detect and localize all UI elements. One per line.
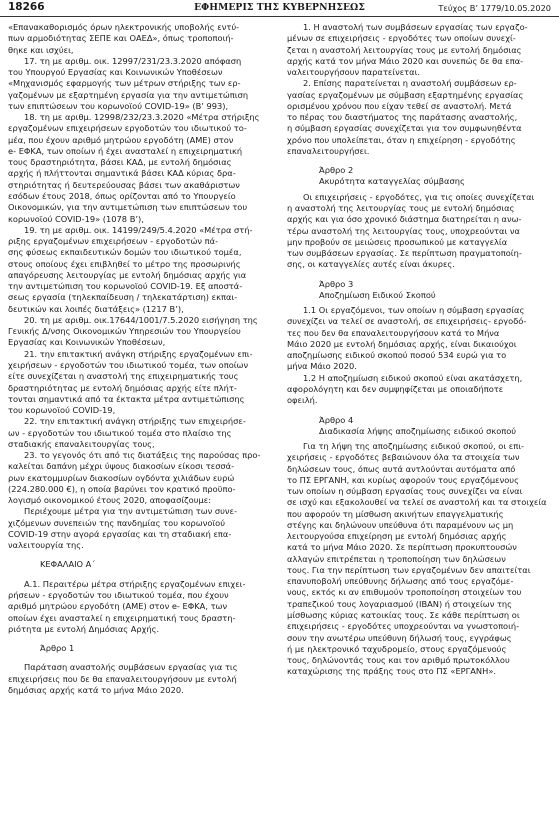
text-line: μέα, που έχουν αριθμό μητρώου εργοδότη (ΑΜΕ) στον	[8, 134, 234, 145]
text-line: δηλώσεων τους, όπως αυτά αντλούνται αυτόματα από	[287, 463, 516, 474]
text-line: στηριότητας ή δευτερεύουσας βάσει των ακαθάριστων	[8, 179, 240, 190]
text-line: του κορωνοϊού COVID-19,	[8, 405, 116, 416]
text-line: την αντιμετώπιση του κορωνοϊού COVID-19. Εξ αποστά-	[8, 281, 243, 292]
gazette-title: ΕΦΗΜΕΡΙΣ ΤΗΣ ΚΥΒΕΡΝΗΣΕΩΣ	[194, 2, 365, 13]
text-line: καλείται δαπάνη μέχρι ύψους διακοσίων είκοσι τεσσά-	[8, 461, 235, 472]
text-line: Οικονομικών, για την αντιμετώπιση των επιπτώσεων του	[8, 202, 248, 213]
text-line: θηκε και ισχύει,	[8, 44, 74, 55]
text-line: τους, δηλώνοντάς τους και τον αριθμό πρωτοκόλλου	[287, 655, 510, 666]
text-line: χρόνο που υπολείπεται, όταν η επιχείρηση - εργοδότης	[287, 134, 516, 145]
text-line: μένων σε επιχειρήσεις - εργοδότες των οποίων συνεχί-	[287, 33, 516, 44]
text-line: οποίων έχει ανασταλεί η επιχειρηματική τους δραστη-	[8, 612, 236, 623]
text-line: πων αρμοδιότητας ΣΕΠΕ και ΟΑΕΔ», όπως τροποποιή-	[8, 33, 234, 44]
text-line: ρήσεων - εργοδοτών του ιδιωτικού τομέα, που έχουν	[8, 590, 229, 601]
text-line: εσόδων έτους 2018, όπως ορίζονται από το Υπουργείο	[8, 190, 236, 201]
text-line: σε ισχύ και εξακολουθεί να τελεί σε αναστολή και τα στοιχεία	[287, 497, 547, 508]
text-line: e- ΕΦΚΑ, των οποίων ή έχει ανασταλεί η επιχειρηματική	[8, 145, 243, 156]
text-line: δραστηριότητας με εντολή δημόσιας αρχής είτε πλήτ-	[8, 382, 237, 393]
text-line: συνεχίζει να τελεί σε αναστολή, σε επιχειρήσεις- εργοδό-	[287, 316, 527, 327]
text-line: αφορολόγητη και δεν συμψηφίζεται με οποιαδήποτε	[287, 383, 504, 394]
text-line: 19. τη με αριθμ. οικ. 14199/249/5.4.2020 «Μέτρα στή-	[24, 224, 253, 235]
text-line: που αφορούν τη μίσθωση ακινήτων επαγγελματικής	[287, 508, 504, 519]
text-line: ρων εκατομμυρίων διακοσίων ογδόντα χιλιάδων ευρώ	[8, 472, 235, 483]
text-line: κατά το μήνα Μάιο 2020. Σε περίπτωση προκυπτουσών	[287, 542, 517, 553]
text-line: «Μηχανισμός εφαρμογής των μέτρων στήριξης των ερ-	[8, 78, 241, 89]
text-line: επανυποβολή υπεύθυνης δήλωσης από τους εργαζόμε-	[287, 576, 514, 587]
text-line: αριθμό μητρώου εργοδότη (ΑΜΕ) στον e- ΕΦΚΑ, των	[8, 601, 228, 612]
text-line: ριξης εργαζομένων επιχειρήσεων - εργοδοτών πά-	[8, 236, 219, 247]
text-line: αρχής κατά τον μήνα Μάιο 2020 και συνεπώς δε θα επα-	[287, 55, 524, 66]
text-line: 1.1 Οι εργαζόμενοι, των οποίων η σύμβαση εργασίας	[303, 305, 525, 316]
text-line: σουν την ανωτέρω υπεύθυνη δήλωσή τους, εγγράφως	[287, 632, 512, 643]
text-line: 17. τη με αριθμ. οικ. 12997/231/23.3.2020 απόφαση	[24, 55, 242, 66]
text-line: είτε συνεχίζεται η αναστολή της επιχειρηματικής τους	[8, 371, 239, 382]
text-line: COVID-19 στην αγορά εργασίας και τη σταδιακή επα-	[8, 528, 232, 539]
text-line: 1. Η αναστολή των συμβάσεων εργασίας των εργαζο-	[303, 22, 528, 32]
text-line: σης, οι καταγγελίες αυτές είναι άκυρες.	[287, 259, 455, 270]
text-line: 18. τη με αριθμ. 12998/232/23.3.2020 «Μέτρα στήριξης	[24, 112, 260, 123]
text-line: χειρήσεων - εργοδοτών του ιδιωτικού τομέα, των οποίων	[8, 359, 249, 370]
text-line: στους οποίους έχει επιβληθεί το μέτρο της προσωρινής	[8, 258, 241, 269]
text-line: των επιπτώσεων του κορωνοϊού COVID-19» (Β’ 993),	[8, 100, 229, 111]
text-line: 2. Επίσης παρατείνεται η αναστολή συμβάσεων ερ-	[303, 78, 517, 89]
text-line: επαναλειτουργήσει.	[287, 145, 370, 156]
article-subtitle: Διαδικασία λήψης αποζημίωσης ειδικού σκοπού	[319, 425, 517, 436]
text-line: γασίας εργαζομένων με σύμβαση εξαρτημένης εργασίας	[287, 89, 524, 100]
text-line: καταχώρισης της πράξης τους στο ΠΣ «ΕΡΓΑΝΗ».	[287, 666, 496, 677]
text-line: οφειλή.	[287, 395, 318, 406]
text-line: ή με ηλεκτρονικό ταχυδρομείο, στους εργαζόμενούς	[287, 643, 507, 654]
text-line: λογισμό οικονομικού έτους 2020, αποφασίζουμε:	[8, 495, 211, 506]
text-line: εργαζομένων επιχειρήσεων εργοδοτών του ιδιωτικού το-	[8, 123, 247, 134]
text-line: νους, εκτός κι αν επιθυμούν τροποποίηση στοιχείων του	[287, 587, 522, 598]
article-subtitle: Ακυρότητα καταγγελίας σύμβασης	[319, 176, 465, 187]
text-line: Παράταση αναστολής συμβάσεων εργασίας για τις	[24, 662, 238, 673]
text-line: κορωνοϊού COVID-19» (1078 Β’),	[8, 213, 144, 224]
text-line: μίσθωσης κύριας κατοικίας τους. Σε κάθε περίπτωση οι	[287, 610, 520, 621]
text-line: η σύμβαση εργασίας συνεχίζεται για τον συμφωνηθέντα	[287, 123, 522, 134]
text-line: «Επανακαθορισμός όρων ηλεκτρονικής υποβολής εντύ-	[8, 22, 240, 32]
text-line: τους. Για την περίπτωση των εργαζομένων δεν απαιτείται	[287, 564, 531, 575]
text-line: αρχής ή πλήττονται σημαντικά βάσει ΚΑΔ κύριας δρα-	[8, 168, 236, 179]
text-line: γαζομένων με εξαρτημένη εργασία για την αντιμετώπιση	[8, 89, 249, 100]
article-heading: Άρθρο 2	[319, 165, 354, 176]
text-line: δευτικών και λοιπές διατάξεις» (1217 Β’),	[8, 303, 184, 314]
text-line: των συμβάσεων εργασίας. Σε περίπτωση πραγματοποίη-	[287, 248, 522, 259]
article-subtitle: Αποζημίωση Ειδικού Σκοπού	[319, 289, 436, 300]
text-line: αλλαγών επιτρέπεται η τροποποίηση των δηλώσεων	[287, 553, 506, 564]
text-line: επιχειρήσεις που δε θα επαναλειτουργήσουν με εντολή	[8, 673, 237, 684]
text-line: λειτουργούσα επιχείρηση με εντολή δημόσιας αρχής	[287, 531, 507, 542]
left-column	[8, 22, 274, 696]
text-line: (224.280.000 €), η οποία βαρύνει τον κρατικό προϋπο-	[8, 483, 236, 494]
text-line: 22. την επιτακτική ανάγκη στήριξης των επιχειρήσε-	[24, 416, 246, 427]
text-line: τους δραστηριότητα, βάσει ΚΑΔ, με εντολή δημόσιας	[8, 157, 232, 168]
chapter-heading: ΚΕΦΑΛΑΙΟ Α΄	[40, 559, 96, 570]
text-line: στέγης και δηλώνουν υπεύθυνα ότι παραμένουν ως μη	[287, 519, 514, 530]
text-line: απαγόρευσης λειτουργίας με εντολή δημόσιας αρχής για	[8, 269, 247, 280]
text-line: Περιέχουμε μέτρα για την αντιμετώπιση των συνε-	[24, 506, 237, 517]
article-heading: Άρθρο 3	[319, 278, 354, 289]
text-line: Γενικής Δ/νσης Οικονομικών Υπηρεσιών του Υπουργείου	[8, 326, 241, 337]
text-line: 20. τη με αριθμ. οικ.17644/1001/7.5.2020 εισήγηση της	[24, 314, 258, 325]
text-line: χιζόμενων συνεπειών της πανδημίας του κορωνοϊού	[8, 517, 226, 528]
text-line: επιχειρήσεις - εργοδότες υποχρεούνται να γνωστοποιή-	[287, 621, 520, 632]
article-heading: Άρθρο 4	[319, 414, 354, 425]
text-line: Εργασίας και Κοινωνικών Υποθέσεων,	[8, 337, 166, 348]
text-line: το ΠΣ ΕΡΓΑΝΗ, και κυρίως αφορούν τους εργαζόμενους	[287, 474, 519, 485]
text-line: τονται σημαντικά από τα έκτακτα μέτρα αντιμετώπισης	[8, 393, 245, 404]
text-line: σεως εργασία (τηλεκπαίδευση / τηλεκατάρτιση) εκπαι-	[8, 292, 238, 303]
text-line: μην προβούν σε μειώσεις προσωπικού με καταγγελία	[287, 236, 508, 247]
page-number: 18266	[8, 1, 45, 13]
text-line: το πέρας του διαστήματος της παράτασης αναστολής,	[287, 112, 518, 123]
text-line: χειρήσεις - εργοδότες βεβαιώνουν όλα τα στοιχεία των	[287, 452, 520, 463]
text-line: τες που δεν θα επαναλειτουργήσουν κατά το Μήνα	[287, 327, 500, 338]
text-line: τέρω αναστολή της λειτουργίας τους, υποχρεούνται να	[287, 225, 520, 236]
text-line: ορισμένου χρόνου που είχαν τεθεί σε αναστολή. Μετά	[287, 100, 512, 111]
text-line: ναλειτουργία της.	[8, 540, 84, 551]
text-line: 21. την επιτακτική ανάγκη στήριξης εργαζομένων επι-	[24, 348, 253, 359]
text-line: σης φύσεως εκπαιδευτικών δομών του ιδιωτικού τομέα,	[8, 247, 242, 258]
text-line: 23. το γεγονός ότι από τις διατάξεις της παρούσας προ-	[24, 450, 261, 461]
text-line: Για τη λήψη της αποζημίωσης ειδικού σκοπού, οι επι-	[303, 441, 525, 452]
text-line: Οι επιχειρήσεις - εργοδότες, για τις οποίες συνεχίζεται	[303, 191, 535, 202]
issue-reference: Τεύχος B’ 1779/10.05.2020	[438, 3, 551, 13]
text-line: ων - εργοδοτών του ιδιωτικού τομέα στο πλαίσιο της	[8, 427, 232, 438]
text-line: Α.1. Περαιτέρω μέτρα στήριξης εργαζομένων επιχει-	[24, 578, 246, 589]
text-line: τραπεζικού τους λογαριασμού (ΙΒΑΝ) ή στοιχείων της	[287, 598, 513, 609]
right-column	[287, 22, 551, 678]
text-line: αποζημίωσης ειδικού σκοπού ποσού 534 ευρώ για το	[287, 350, 507, 361]
text-line: του Υπουργού Εργασίας και Κοινωνικών Υποθέσεων	[8, 67, 223, 78]
text-line: Μάιο 2020 με εντολή δημόσιας αρχής, είναι δικαιούχοι	[287, 338, 517, 349]
text-line: 1.2 Η αποζημίωση ειδικού σκοπού είναι ακατάσχετη,	[303, 372, 523, 383]
article-heading: Άρθρο 1	[40, 643, 75, 654]
text-line: ναλειτουργήσουν παρατείνεται.	[287, 67, 421, 78]
text-line: ριότητα με εντολή Δημόσιας Αρχής.	[8, 623, 160, 634]
text-line: αρχής και για όσο χρονικό διάστημα διατηρείται η ανω-	[287, 214, 522, 225]
text-line: δημόσιας αρχής κατά το μήνα Μάιο 2020.	[8, 684, 184, 695]
text-line: η αναστολή της λειτουργίας τους με εντολή δημόσιας	[287, 202, 515, 213]
text-line: των οποίων η σύμβαση εργασίας τους συνεχίζει να είναι	[287, 486, 523, 497]
text-line: ζεται η αναστολή λειτουργίας τους με εντολή δημόσιας	[287, 44, 522, 55]
page-header	[0, 0, 559, 17]
text-line: μήνα Μάιο 2020.	[287, 361, 357, 372]
text-line: σταδιακής επαναλειτουργίας τους,	[8, 438, 155, 449]
